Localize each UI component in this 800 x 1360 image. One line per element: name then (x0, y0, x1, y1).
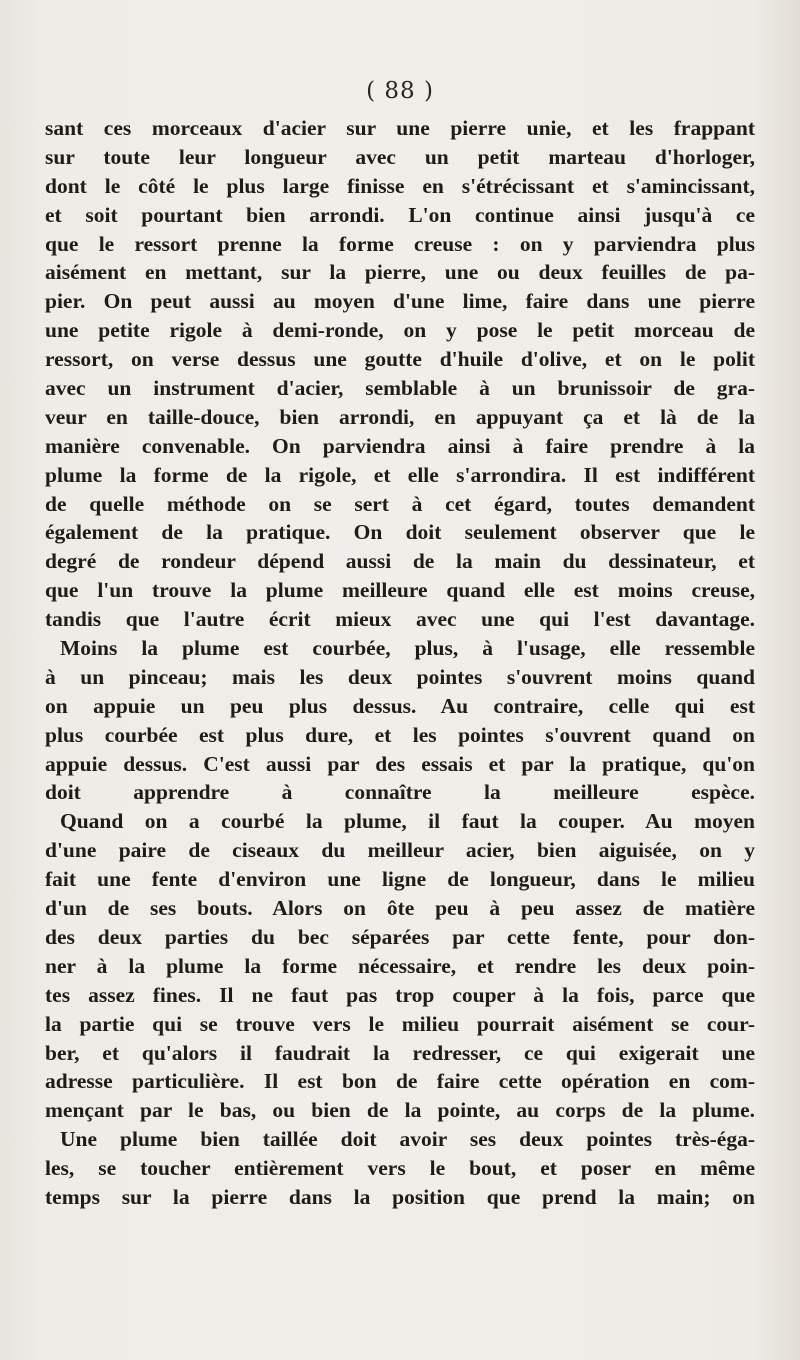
text-line: pier. On peut aussi au moyen d'une lime, faire dans une pierre (45, 289, 755, 314)
text-line: Quand on a courbé la plume, il faut la couper. Au moyen (60, 809, 755, 834)
text-line: plume la forme de la rigole, et elle s'arrondira. Il est indifférent (45, 462, 755, 487)
body-text (45, 114, 755, 1212)
text-line: adresse particulière. Il est bon de faire cette opération en com- (45, 1069, 755, 1094)
text-line: également de la pratique. On doit seulement observer que le (45, 520, 755, 545)
text-line: les, se toucher entièrement vers le bout, et poser en même (45, 1156, 755, 1181)
text-line: une petite rigole à demi-ronde, on y pose le petit morceau de (45, 318, 755, 343)
text-line: tandis que l'autre écrit mieux avec une qui l'est davantage. (45, 607, 755, 632)
text-line: la partie qui se trouve vers le milieu pourrait aisément se cour- (45, 1011, 755, 1036)
text-line: plus courbée est plus dure, et les pointes s'ouvrent quand on (45, 722, 755, 747)
text-line: d'un de ses bouts. Alors on ôte peu à peu assez de matière (45, 896, 755, 921)
text-line: Une plume bien taillée doit avoir ses deux pointes très-éga- (60, 1127, 755, 1152)
text-line: dont le côté le plus large finisse en s'étrécissant et s'amincissant, (45, 173, 755, 198)
text-line: et soit pourtant bien arrondi. L'on continue ainsi jusqu'à ce (45, 202, 755, 227)
text-line: appuie dessus. C'est aussi par des essais et par la pratique, qu'on (45, 751, 755, 776)
text-line: des deux parties du bec séparées par cette fente, pour don- (45, 924, 755, 949)
text-line: degré de rondeur dépend aussi de la main du dessinateur, et (45, 549, 755, 574)
text-line: temps sur la pierre dans la position que prend la main; on (45, 1184, 755, 1209)
text-line: que l'un trouve la plume meilleure quand elle est moins creuse, (45, 578, 755, 603)
text-line: veur en taille-douce, bien arrondi, en appuyant ça et là de la (45, 404, 755, 429)
text-line: aisément en mettant, sur la pierre, une ou deux feuilles de pa- (45, 260, 755, 285)
text-line: on appuie un peu plus dessus. Au contraire, celle qui est (45, 693, 755, 718)
text-line: à un pinceau; mais les deux pointes s'ouvrent moins quand (45, 664, 755, 689)
text-line: ressort, on verse dessus une goutte d'huile d'olive, et on le polit (45, 347, 755, 372)
page-number: ( 88 ) (366, 78, 434, 104)
text-line: de quelle méthode on se sert à cet égard, toutes demandent (45, 491, 755, 516)
text-line: d'une paire de ciseaux du meilleur acier, bien aiguisée, on y (45, 838, 755, 863)
text-line: fait une fente d'environ une ligne de longueur, dans le milieu (45, 867, 755, 892)
text-line: avec un instrument d'acier, semblable à un brunissoir de gra- (45, 376, 755, 401)
text-line: ber, et qu'alors il faudrait la redresser, ce qui exigerait une (45, 1040, 755, 1065)
text-line: mençant par le bas, ou bien de la pointe, au corps de la plume. (45, 1098, 755, 1123)
text-line: doit apprendre à connaître la meilleure espèce. (45, 780, 755, 805)
text-line: manière convenable. On parviendra ainsi à faire prendre à la (45, 433, 755, 458)
text-line: ner à la plume la forme nécessaire, et rendre les deux poin- (45, 953, 755, 978)
text-line: Moins la plume est courbée, plus, à l'usage, elle ressemble (60, 636, 755, 661)
text-line: sant ces morceaux d'acier sur une pierre unie, et les frappant (45, 116, 755, 140)
text-line: sur toute leur longueur avec un petit marteau d'horloger, (45, 144, 755, 169)
text-line: que le ressort prenne la forme creuse : on y parviendra plus (45, 231, 755, 256)
text-line: tes assez fines. Il ne faut pas trop couper à la fois, parce que (45, 982, 755, 1007)
